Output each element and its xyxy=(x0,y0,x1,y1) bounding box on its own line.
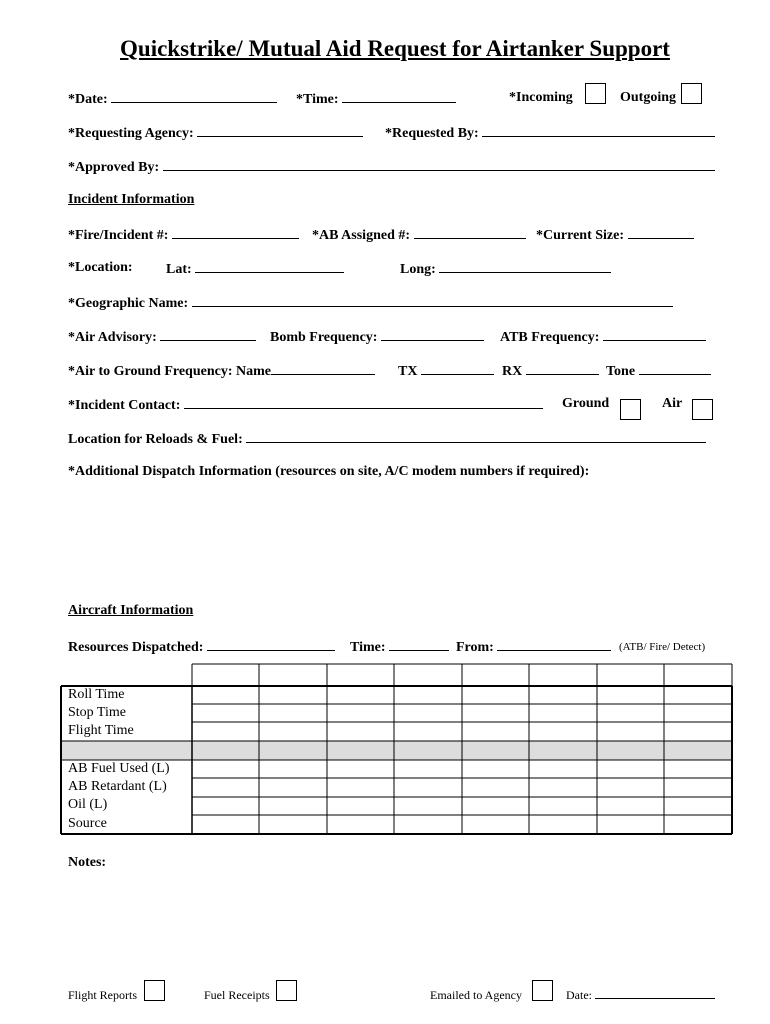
tone-label: Tone xyxy=(606,364,636,379)
time-label: *Time: xyxy=(296,92,339,107)
requested-by-label: *Requested By: xyxy=(385,126,479,141)
ab-assigned-label: *AB Assigned #: xyxy=(312,228,411,243)
from-label: From: xyxy=(456,640,494,655)
row-label-source: Source xyxy=(68,816,107,831)
aircraft-heading: Aircraft Information xyxy=(68,603,194,618)
footer-date-label: Date: xyxy=(566,988,592,1002)
from-note: (ATB/ Fire/ Detect) xyxy=(619,641,706,653)
long-label: Long: xyxy=(400,262,436,277)
flight-reports-label: Flight Reports xyxy=(68,988,138,1002)
incident-heading: Incident Information xyxy=(68,192,195,207)
air-to-ground-label: *Air to Ground Frequency: Name xyxy=(68,364,271,379)
air-label: Air xyxy=(662,396,683,411)
notes-label: Notes: xyxy=(68,855,107,870)
additional-dispatch-label: *Additional Dispatch Information (resources on site, A/C modem numbers if required): xyxy=(68,464,590,479)
approved-by-label: *Approved By: xyxy=(68,160,160,175)
location-label: *Location: xyxy=(68,260,133,275)
row-label-stop-time: Stop Time xyxy=(68,705,126,720)
incoming-label: *Incoming xyxy=(509,90,573,105)
current-size-label: *Current Size: xyxy=(536,228,624,243)
fuel-receipts-label: Fuel Receipts xyxy=(204,988,270,1002)
row-label-oil: Oil (L) xyxy=(68,797,108,812)
row-label-flight-time: Flight Time xyxy=(68,723,134,738)
flight-reports-checkbox[interactable] xyxy=(144,980,165,1001)
air-advisory-label: *Air Advisory: xyxy=(68,330,157,345)
atb-frequency-label: ATB Frequency: xyxy=(500,330,600,345)
requesting-agency-label: *Requesting Agency: xyxy=(68,126,194,141)
resources-dispatched-label: Resources Dispatched: xyxy=(68,640,204,655)
geographic-name-label: *Geographic Name: xyxy=(68,296,189,311)
outgoing-label: Outgoing xyxy=(620,90,677,105)
reloads-label: Location for Reloads & Fuel: xyxy=(68,432,243,447)
fire-incident-label: *Fire/Incident #: xyxy=(68,228,169,243)
footer-date-field[interactable] xyxy=(566,988,715,1003)
row-label-ab-fuel: AB Fuel Used (L) xyxy=(68,761,170,776)
emailed-checkbox[interactable] xyxy=(532,980,553,1001)
bomb-frequency-label: Bomb Frequency: xyxy=(270,330,378,345)
table-separator-row xyxy=(61,741,732,760)
date-label: *Date: xyxy=(68,92,108,107)
tx-label: TX xyxy=(398,364,418,379)
lat-label: Lat: xyxy=(166,262,192,277)
fuel-receipts-checkbox[interactable] xyxy=(276,980,297,1001)
form-title: Quickstrike/ Mutual Aid Request for Airtanker Support xyxy=(120,36,670,61)
row-label-ab-retardant: AB Retardant (L) xyxy=(68,779,167,794)
row-label-roll-time: Roll Time xyxy=(68,687,125,702)
ground-label: Ground xyxy=(562,396,610,411)
rx-label: RX xyxy=(502,364,523,379)
footer-date-line xyxy=(595,988,715,999)
emailed-label: Emailed to Agency xyxy=(430,988,522,1002)
aircraft-time-label: Time: xyxy=(350,640,386,655)
incident-contact-label: *Incident Contact: xyxy=(68,398,181,413)
